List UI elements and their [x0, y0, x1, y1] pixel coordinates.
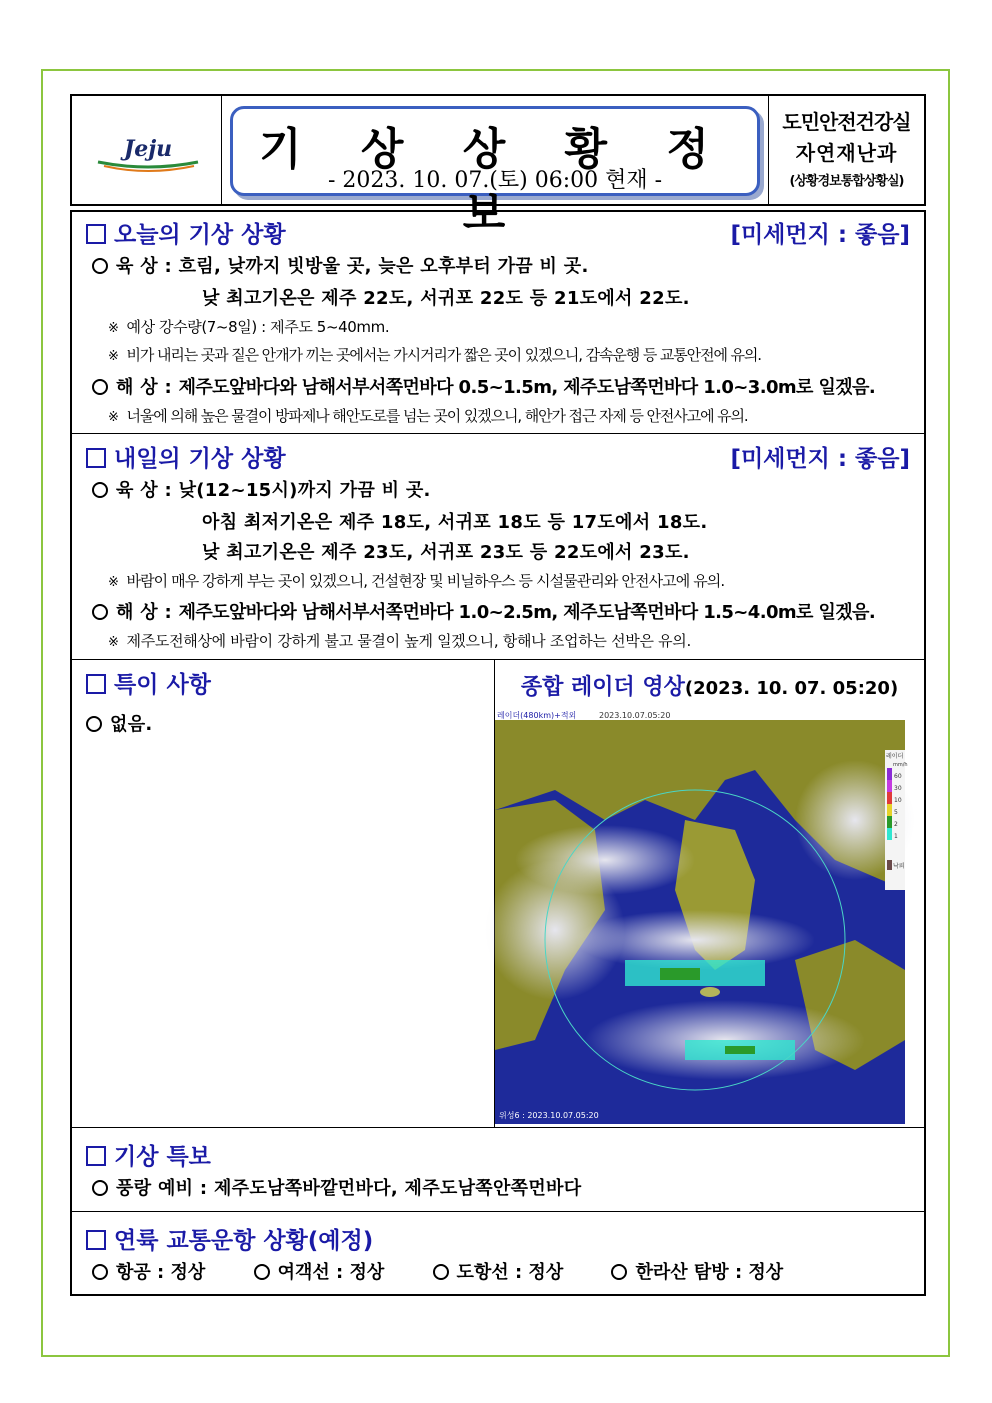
- bullet-circle-icon: [86, 716, 102, 732]
- section-tomorrow: [72, 434, 924, 660]
- note-mark-icon: ※: [108, 635, 119, 650]
- svg-text:10: 10: [894, 797, 902, 804]
- special-heading: 특이 사항: [86, 666, 211, 699]
- bullet-circle-icon: [92, 604, 108, 620]
- svg-text:레이더(480km)+적외: 레이더(480km)+적외: [497, 711, 577, 720]
- traffic-air: 항공 : 정상: [92, 1258, 205, 1284]
- svg-text:mm/h: mm/h: [893, 762, 908, 768]
- today-dust: [미세먼지 : 좋음]: [730, 222, 910, 248]
- dept-division: 자연재난과: [795, 141, 898, 165]
- traffic-hallasan: 한라산 탐방 : 정상: [611, 1258, 783, 1284]
- title-box: [230, 106, 760, 239]
- today-note-fog: ※ 비가 내리는 곳과 짙은 안개가 끼는 곳에서는 가시거리가 짧은 곳이 있겠으니, 감속운행 등 교통안전에 유의.: [108, 346, 761, 364]
- svg-text:5: 5: [894, 809, 898, 816]
- today-sea: 해 상 : 제주도앞바다와 남해서부서쪽먼바다 0.5~1.5m, 제주도남쪽먼바다 1.0~3.0m로 일겠음.: [92, 373, 875, 399]
- tomorrow-temp-high: 낮 최고기온은 제주 23도, 서귀포 23도 등 22도에서 23도.: [202, 542, 690, 563]
- radar-panel: [494, 660, 924, 1128]
- traffic-status-row: [92, 1258, 902, 1284]
- dept-office: 도민안전건강실: [782, 110, 911, 134]
- section-special: [72, 660, 924, 1128]
- svg-text:레이더: 레이더: [886, 753, 904, 760]
- bullet-circle-icon: [92, 258, 108, 274]
- bullet-circle-icon: [433, 1264, 449, 1280]
- section-warning: [72, 1128, 924, 1212]
- radar-title: 종합 레이더 영상(2023. 10. 07. 05:20): [520, 675, 899, 700]
- svg-text:낙뢰: 낙뢰: [893, 863, 905, 870]
- radar-image: [495, 710, 908, 1124]
- today-heading: 오늘의 기상 상황: [86, 216, 286, 249]
- bullet-circle-icon: [92, 1180, 108, 1196]
- today-land: 육 상 : 흐림, 낮까지 빗방울 곳, 늦은 오후부터 가끔 비 곳.: [92, 252, 589, 278]
- tomorrow-heading: 내일의 기상 상황: [86, 440, 286, 473]
- today-land-temp: 낮 최고기온은 제주 22도, 서귀포 22도 등 21도에서 22도.: [202, 288, 690, 309]
- logo-cell: [72, 96, 222, 204]
- checkbox-icon: [86, 1230, 106, 1250]
- checkbox-icon: [86, 674, 106, 694]
- tomorrow-dust: [미세먼지 : 좋음]: [730, 446, 910, 472]
- warning-item: 풍랑 예비 : 제주도남쪽바깥먼바다, 제주도남쪽안쪽먼바다: [92, 1174, 581, 1200]
- special-item: 없음.: [86, 710, 153, 736]
- svg-text:60: 60: [894, 773, 902, 780]
- radar-legend: [885, 750, 908, 890]
- traffic-island-ferry: 도항선 : 정상: [433, 1258, 564, 1284]
- checkbox-icon: [86, 448, 106, 468]
- bullet-circle-icon: [611, 1264, 627, 1280]
- svg-text:Jeju: Jeju: [123, 136, 173, 162]
- jeju-logo: [94, 132, 202, 172]
- bullet-circle-icon: [92, 1264, 108, 1280]
- today-note-rain: ※ 예상 강수량(7~8일) : 제주도 5~40mm.: [108, 318, 390, 336]
- section-today: [72, 212, 924, 434]
- checkbox-icon: [86, 1146, 106, 1166]
- page-title: 기 상 상 황 정 보: [259, 124, 731, 239]
- today-note-wave: ※ 너울에 의해 높은 물결이 방파제나 해안도로를 넘는 곳이 있겠으니, 해안가 접근 자제 등 안전사고에 유의.: [108, 407, 748, 425]
- note-mark-icon: ※: [108, 349, 119, 364]
- note-mark-icon: ※: [108, 321, 119, 336]
- section-traffic: [72, 1212, 924, 1294]
- checkbox-icon: [86, 224, 106, 244]
- svg-text:2023.10.07.05:20: 2023.10.07.05:20: [599, 711, 671, 720]
- bullet-circle-icon: [92, 379, 108, 395]
- tomorrow-sea: 해 상 : 제주도앞바다와 남해서부서쪽먼바다 1.0~2.5m, 제주도남쪽먼바다 1.5~4.0m로 일겠음.: [92, 598, 875, 624]
- report-body: [70, 210, 926, 1296]
- dept-room: (상황경보통합상황실): [789, 174, 904, 189]
- svg-text:30: 30: [894, 785, 902, 792]
- department-cell: [768, 96, 924, 204]
- traffic-heading: 연륙 교통운항 상황(예정): [86, 1222, 373, 1255]
- svg-text:2: 2: [894, 821, 898, 828]
- report-datetime: - 2023. 10. 07.(토) 06:00 현재 -: [327, 168, 663, 193]
- tomorrow-land: 육 상 : 낮(12~15시)까지 가끔 비 곳.: [92, 476, 431, 502]
- bullet-circle-icon: [254, 1264, 270, 1280]
- note-mark-icon: ※: [108, 575, 119, 590]
- svg-text:1: 1: [894, 833, 898, 840]
- svg-text:위성6 : 2023.10.07.05:20: 위성6 : 2023.10.07.05:20: [499, 1111, 599, 1120]
- tomorrow-temp-low: 아침 최저기온은 제주 18도, 서귀포 18도 등 17도에서 18도.: [202, 512, 708, 533]
- tomorrow-note-wind: ※ 바람이 매우 강하게 부는 곳이 있겠으니, 건설현장 및 비닐하우스 등 시설물관리와 안전사고에 유의.: [108, 572, 725, 590]
- bullet-circle-icon: [92, 482, 108, 498]
- warning-heading: 기상 특보: [86, 1138, 211, 1171]
- note-mark-icon: ※: [108, 410, 119, 425]
- tomorrow-note-sea: ※ 제주도전해상에 바람이 강하게 불고 물결이 높게 일겠으니, 항해나 조업하는 선박은 유의.: [108, 632, 691, 650]
- traffic-ferry: 여객선 : 정상: [254, 1258, 385, 1284]
